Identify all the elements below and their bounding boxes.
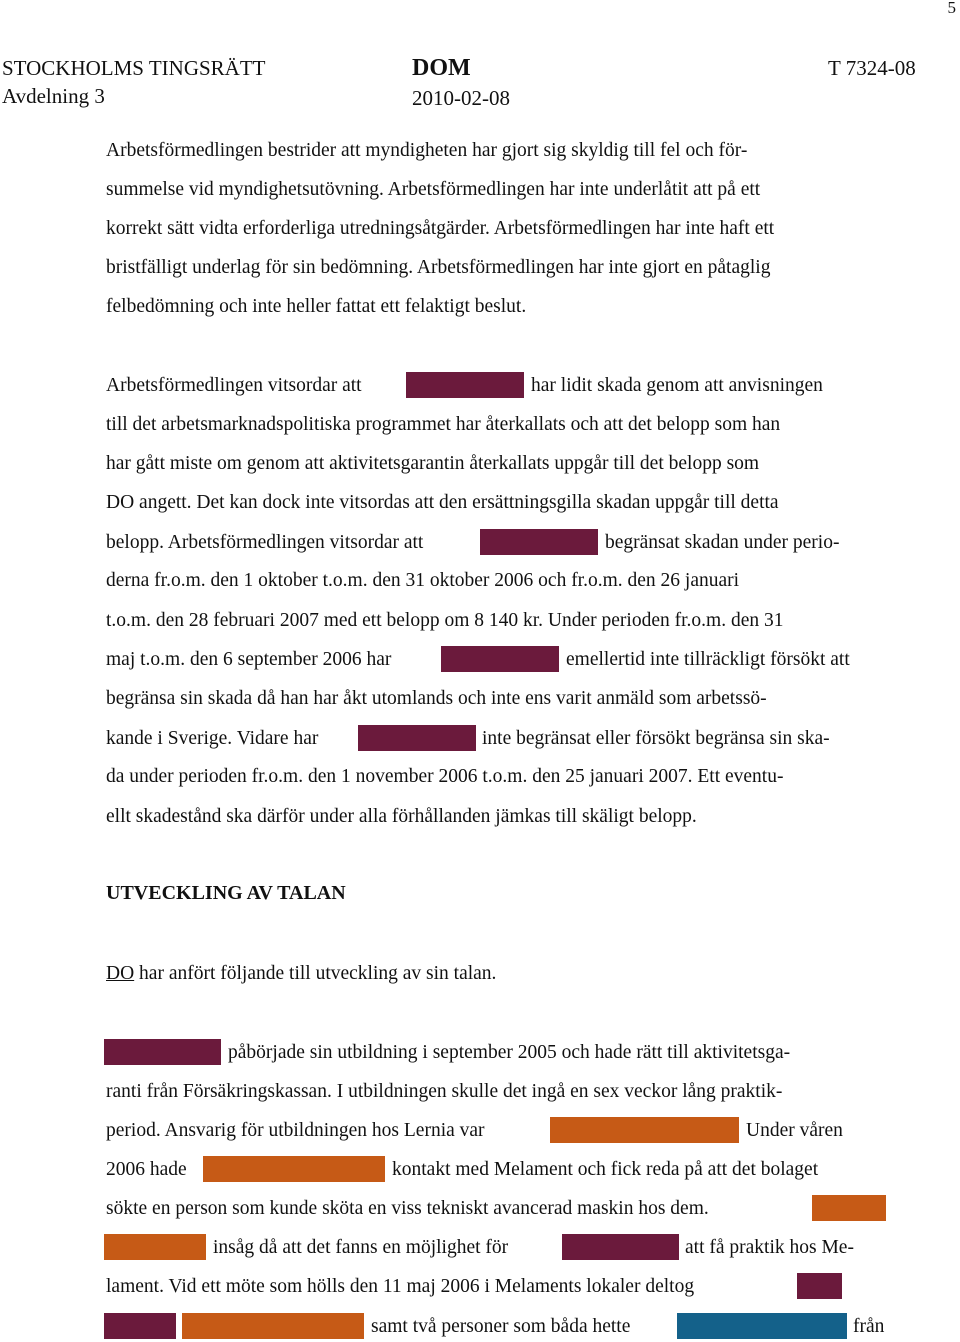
para1-line: Arbetsförmedlingen bestrider att myndigheten har gjort sig skyldig till fel och för- <box>106 140 748 161</box>
para2-line: DO angett. Det kan dock inte vitsordas att den ersättningsgilla skadan uppgår till detta <box>106 492 779 513</box>
page-number: 5 <box>947 0 956 17</box>
intro-text: har anfört följande till utveckling av sin talan. <box>134 963 497 984</box>
para2-line: maj t.o.m. den 6 september 2006 har <box>106 649 392 670</box>
para3-line: från <box>853 1316 885 1337</box>
document-date: 2010-02-08 <box>412 86 510 110</box>
para2-line: inte begränsat eller försökt begränsa sin ska- <box>482 728 830 749</box>
para2-line: t.o.m. den 28 februari 2007 med ett belopp om 8 140 kr. Under perioden fr.o.m. den 31 <box>106 610 784 631</box>
section-heading: UTVECKLING AV TALAN <box>106 882 346 904</box>
para2-line: Arbetsförmedlingen vitsordar att <box>106 375 362 396</box>
para3-line: påbörjade sin utbildning i september 2005 och hade rätt till aktivitetsga- <box>228 1042 791 1063</box>
para3-line: att få praktik hos Me- <box>685 1237 854 1258</box>
redaction-block <box>812 1195 886 1221</box>
redaction-block <box>406 372 524 398</box>
para3-line: period. Ansvarig för utbildningen hos Lernia var <box>106 1120 485 1141</box>
redaction-block <box>677 1313 847 1339</box>
para2-line: kande i Sverige. Vidare har <box>106 728 319 749</box>
para1-line: felbedömning och inte heller fattat ett felaktigt beslut. <box>106 296 527 317</box>
para2-line: derna fr.o.m. den 1 oktober t.o.m. den 31 oktober 2006 och fr.o.m. den 26 januari <box>106 570 740 591</box>
intro-line <box>106 961 496 987</box>
document-type: DOM <box>412 55 471 81</box>
redaction-block <box>203 1156 385 1182</box>
redaction-block <box>182 1313 364 1339</box>
redaction-block <box>550 1117 739 1143</box>
para3-line: kontakt med Melament och fick reda på att det bolaget <box>392 1159 819 1180</box>
para2-line: belopp. Arbetsförmedlingen vitsordar att <box>106 532 424 553</box>
redaction-block <box>797 1273 842 1299</box>
court-name: STOCKHOLMS TINGSRÄTT <box>2 56 266 80</box>
para1-line: bristfälligt underlag för sin bedömning. Arbetsförmedlingen har inte gjort en påtaglig <box>106 257 771 278</box>
para3-line: insåg då att det fanns en möjlighet för <box>213 1237 509 1258</box>
case-number: T 7324-08 <box>828 56 916 80</box>
para2-line: har gått miste om genom att aktivitetsgarantin återkallats uppgår till det belopp som <box>106 453 760 474</box>
para3-line: sökte en person som kunde sköta en viss tekniskt avancerad maskin hos dem. <box>106 1198 709 1219</box>
redaction-block <box>562 1234 679 1260</box>
para2-line: begränsa sin skada då han har åkt utomlands och inte ens varit anmäld som arbetssö- <box>106 688 767 709</box>
redaction-block <box>480 529 598 555</box>
para3-line: lament. Vid ett möte som hölls den 11 maj 2006 i Melaments lokaler deltog <box>106 1276 695 1297</box>
para2-line: begränsat skadan under perio- <box>605 532 840 553</box>
para3-line: samt två personer som båda hette <box>371 1316 631 1337</box>
para2-line: har lidit skada genom att anvisningen <box>531 375 823 396</box>
para2-line: emellertid inte tillräckligt försökt att <box>566 649 850 670</box>
redaction-block <box>104 1313 176 1339</box>
redaction-block <box>441 646 559 672</box>
division: Avdelning 3 <box>2 84 105 108</box>
redaction-block <box>104 1039 221 1065</box>
do-abbreviation: DO <box>106 963 135 984</box>
para3-line: ranti från Försäkringskassan. I utbildningen skulle det ingå en sex veckor lång praktik- <box>106 1081 783 1102</box>
redaction-block <box>104 1234 206 1260</box>
para1-line: summelse vid myndighetsutövning. Arbetsförmedlingen har inte underlåtit att på ett <box>106 179 761 200</box>
redaction-block <box>358 725 476 751</box>
para1-line: korrekt sätt vidta erforderliga utredningsåtgärder. Arbetsförmedlingen har inte haft ett <box>106 218 775 239</box>
para2-line: da under perioden fr.o.m. den 1 november 2006 t.o.m. den 25 januari 2007. Ett eventu- <box>106 766 784 787</box>
para2-line: ellt skadestånd ska därför under alla förhållanden jämkas till skäligt belopp. <box>106 806 697 827</box>
para3-line: 2006 hade <box>106 1159 187 1180</box>
para2-line: till det arbetsmarknadspolitiska programmet har återkallats och att det belopp som han <box>106 414 781 435</box>
para3-line: Under våren <box>746 1120 843 1141</box>
